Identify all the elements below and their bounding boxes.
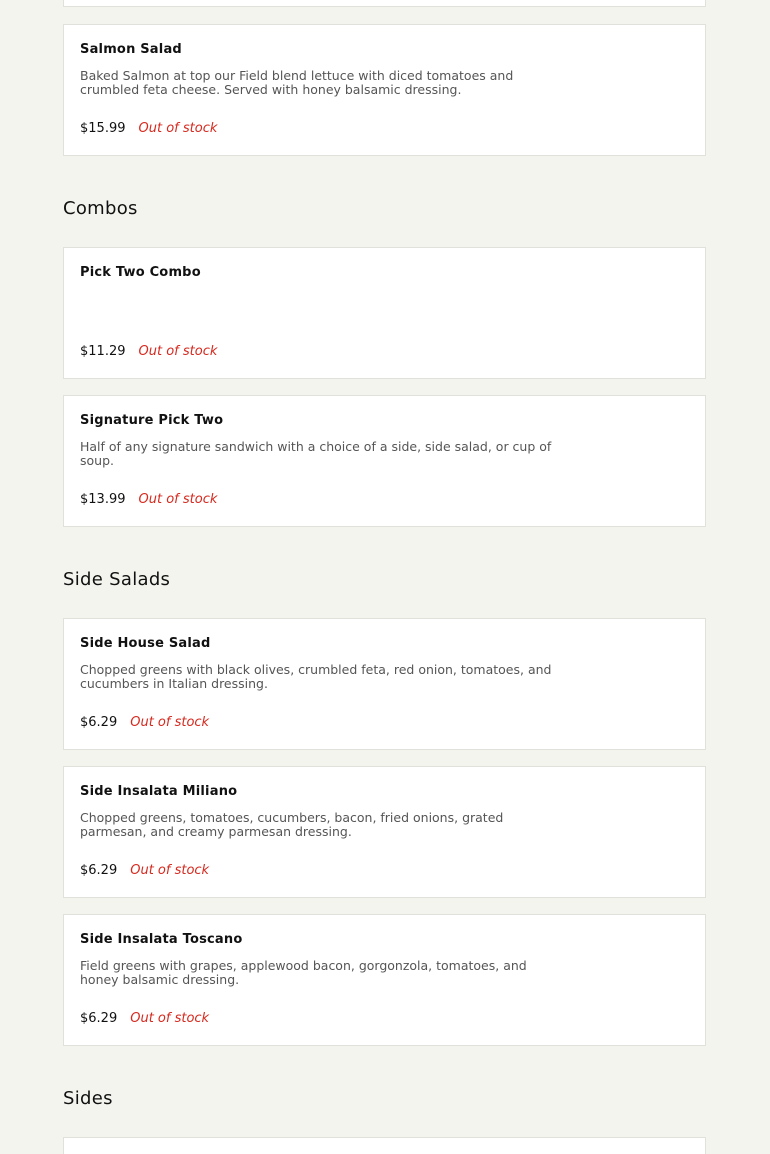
item-description: Field greens with grapes, applewood bacon, gorgonzola, tomatoes, and honey balsamic dressing. bbox=[80, 958, 527, 987]
item-name: Side House Salad bbox=[80, 636, 211, 651]
item-name: Salmon Salad bbox=[80, 42, 182, 57]
item-price: $15.99 bbox=[80, 121, 126, 136]
price-row bbox=[80, 492, 217, 508]
item-name: Side Insalata Miliano bbox=[80, 784, 238, 799]
price-row bbox=[80, 344, 217, 360]
item-description: Baked Salmon at top our Field blend lettuce with diced tomatoes and crumbled feta cheese. Served with honey balsamic dressing. bbox=[80, 68, 514, 97]
item-price: $11.29 bbox=[80, 344, 126, 359]
price-row bbox=[80, 121, 217, 137]
price-row bbox=[80, 715, 209, 731]
item-description: Chopped greens, tomatoes, cucumbers, bacon, fried onions, grated parmesan, and creamy parmesan dressing. bbox=[80, 810, 504, 839]
stock-status: Out of stock bbox=[138, 492, 218, 507]
menu-item-card[interactable] bbox=[63, 395, 706, 527]
menu-item-card-partial[interactable] bbox=[63, 0, 706, 7]
stock-status: Out of stock bbox=[130, 863, 210, 878]
item-description: Half of any signature sandwich with a choice of a side, side salad, or cup of soup. bbox=[80, 439, 552, 468]
menu-item-card[interactable] bbox=[63, 618, 706, 750]
item-name: Side Insalata Toscano bbox=[80, 932, 243, 947]
stock-status: Out of stock bbox=[130, 1011, 210, 1026]
stock-status: Out of stock bbox=[138, 121, 218, 136]
menu-item-card[interactable] bbox=[63, 24, 706, 156]
item-description: Chopped greens with black olives, crumbled feta, red onion, tomatoes, and cucumbers in Italian dressing. bbox=[80, 662, 552, 691]
stock-status: Out of stock bbox=[138, 344, 218, 359]
section-title-combos: Combos bbox=[63, 198, 138, 219]
menu-item-card[interactable] bbox=[63, 914, 706, 1046]
item-price: $6.29 bbox=[80, 715, 118, 730]
item-name: Pick Two Combo bbox=[80, 265, 201, 280]
menu-item-card[interactable] bbox=[63, 247, 706, 379]
item-price: $6.29 bbox=[80, 1011, 118, 1026]
item-price: $6.29 bbox=[80, 863, 118, 878]
item-price: $13.99 bbox=[80, 492, 126, 507]
price-row bbox=[80, 1011, 209, 1027]
item-name: Signature Pick Two bbox=[80, 413, 224, 428]
menu-item-card[interactable] bbox=[63, 766, 706, 898]
section-title-side-salads: Side Salads bbox=[63, 569, 171, 590]
section-title-sides: Sides bbox=[63, 1088, 113, 1109]
price-row bbox=[80, 863, 209, 879]
menu-item-card-partial[interactable] bbox=[63, 1137, 706, 1154]
stock-status: Out of stock bbox=[130, 715, 210, 730]
